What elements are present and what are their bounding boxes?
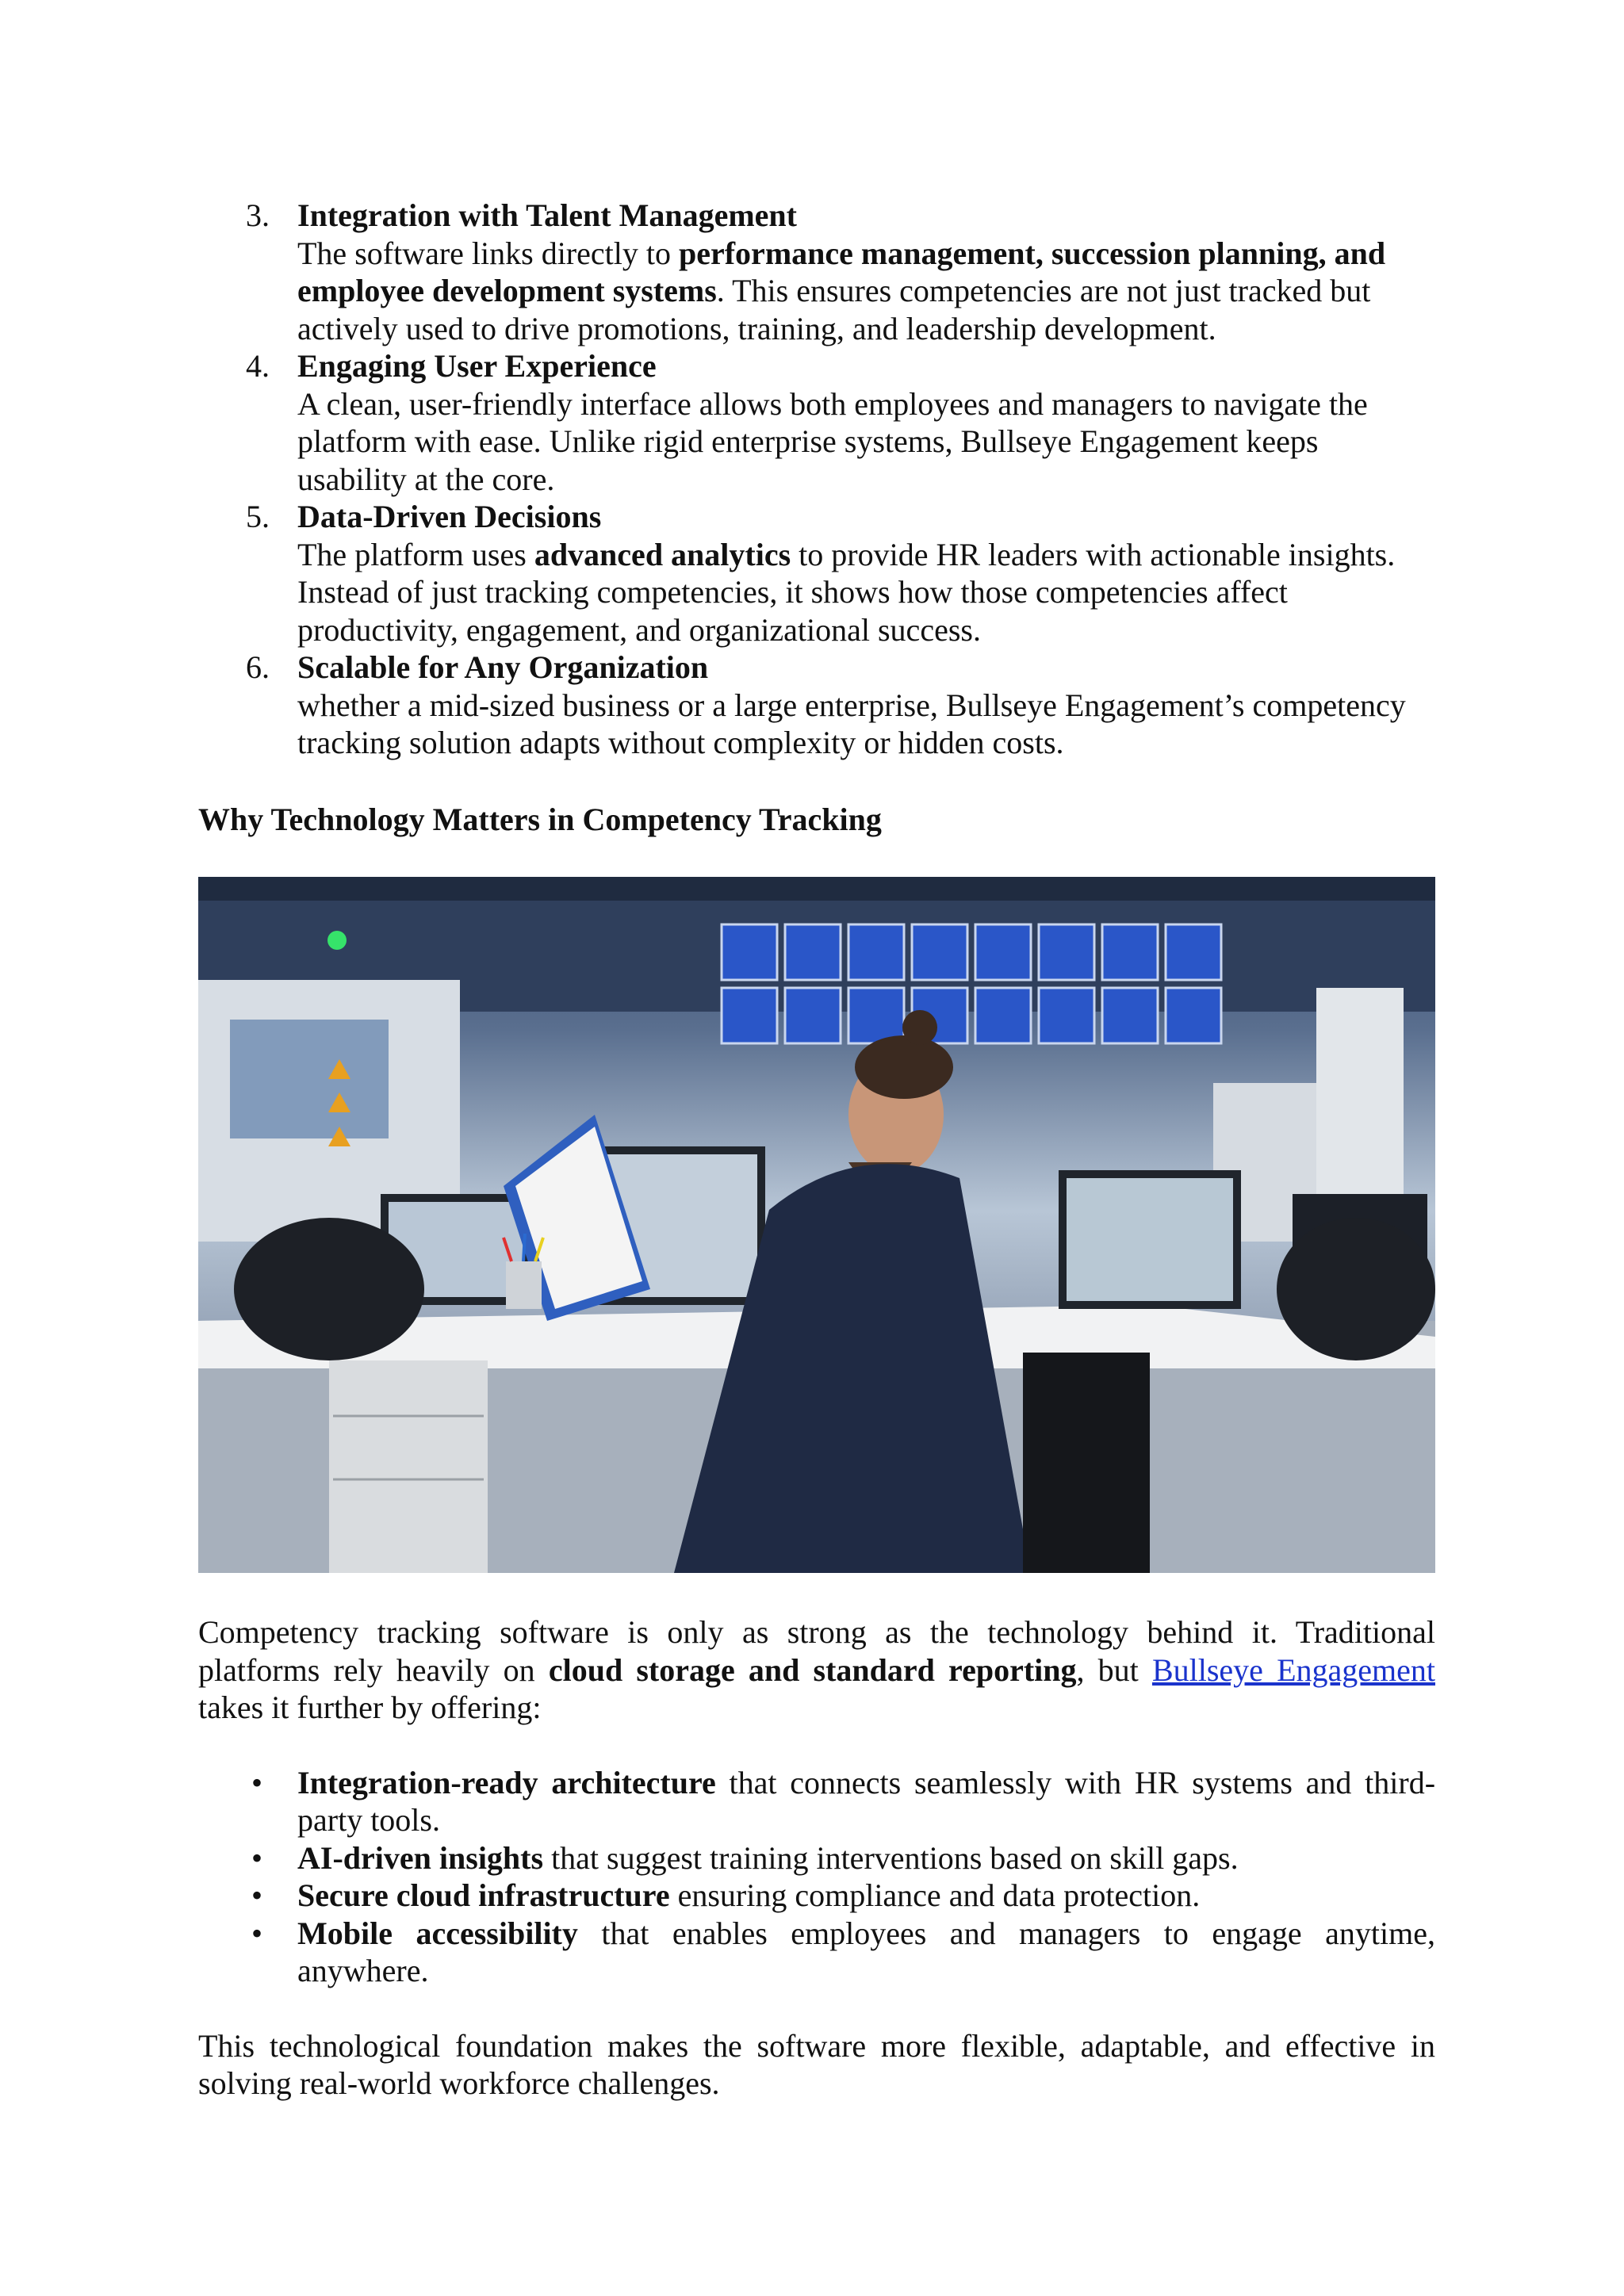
feature-text: A clean, user-friendly interface allows both employees and managers to navigate the platform with ease. Unlike rigid enterprise systems, Bullseye Engagement keeps usability at the core.: [297, 385, 1368, 497]
bullet-label: AI-driven insights: [297, 1839, 544, 1876]
photo-illustration: [198, 877, 1435, 1573]
factory-workstation-photo: [198, 877, 1435, 1573]
page-content: [198, 197, 1435, 2103]
bullet-marker: •: [251, 1915, 263, 1951]
feature-text: The software links directly to: [297, 235, 679, 271]
intro-emphasis: cloud storage and standard reporting: [548, 1651, 1077, 1688]
feature-title: Integration with Talent Management: [297, 197, 797, 233]
feature-title: Engaging User Experience: [297, 348, 657, 384]
bullet-text: that enables employees and managers to engage anytime, anywhere.: [297, 1915, 1435, 1988]
section-heading: Why Technology Matters in Competency Tracking: [198, 801, 882, 837]
feature-emphasis: performance management, succession planning, and employee development systems: [297, 235, 1386, 308]
bullet-label: Mobile accessibility: [297, 1915, 578, 1951]
feature-description: [297, 385, 1435, 499]
feature-list: [198, 197, 1435, 762]
feature-description: [297, 235, 1435, 348]
feature-item: [198, 649, 1435, 762]
feature-number: 3.: [246, 197, 270, 233]
bullet-item: [198, 1764, 1435, 1839]
feature-description: [297, 687, 1435, 762]
feature-text: to provide HR leaders with actionable insights. Instead of just tracking competencies, it shows how those competencies affect productivity, engagement, and organizational success.: [297, 536, 1396, 648]
bullet-text: that connects seamlessly with HR systems and third-party tools.: [297, 1764, 1436, 1838]
bullet-label: Secure cloud infrastructure: [297, 1877, 670, 1913]
bullet-marker: •: [251, 1839, 263, 1876]
bullet-text: that suggest training interventions based on skill gaps.: [543, 1839, 1239, 1876]
feature-number: 6.: [246, 649, 270, 685]
bullet-marker: •: [251, 1877, 263, 1913]
intro-text: takes it further by offering:: [198, 1689, 542, 1725]
feature-title: Scalable for Any Organization: [297, 649, 709, 685]
bullet-label: Integration-ready architecture: [297, 1764, 716, 1800]
technology-bullet-list: [198, 1764, 1435, 1990]
conclusion-paragraph: This technological foundation makes the software more flexible, adaptable, and effective in solving real-world workforce challenges.: [198, 2027, 1435, 2101]
feature-number: 5.: [246, 499, 270, 534]
feature-text: The platform uses: [297, 536, 534, 572]
bullet-text: ensuring compliance and data protection.: [669, 1877, 1201, 1913]
intro-paragraph: [198, 1613, 1435, 1727]
feature-item: [198, 498, 1435, 649]
feature-text: whether a mid-sized business or a large enterprise, Bullseye Engagement’s competency tracking solution adapts without complexity or hidden costs.: [297, 687, 1406, 760]
feature-item: [198, 347, 1435, 498]
bullet-item: [198, 1915, 1435, 1990]
feature-number: 4.: [246, 348, 270, 384]
feature-emphasis: advanced analytics: [534, 536, 791, 572]
bullseye-engagement-link[interactable]: Bullseye Engagement: [1151, 1651, 1435, 1688]
bullet-item: [198, 1877, 1435, 1915]
bullet-marker: •: [251, 1764, 263, 1800]
feature-text: . This ensures competencies are not just tracked but actively used to drive promotions, training, and leadership development.: [297, 273, 1371, 346]
feature-item: [198, 197, 1435, 347]
bullet-item: [198, 1839, 1435, 1877]
feature-description: [297, 536, 1435, 649]
intro-text: Competency tracking software is only as strong as the technology behind it. Traditional platforms rely heavily on: [198, 1614, 1435, 1688]
feature-title: Data-Driven Decisions: [297, 499, 602, 534]
intro-text: , but: [1076, 1651, 1152, 1688]
